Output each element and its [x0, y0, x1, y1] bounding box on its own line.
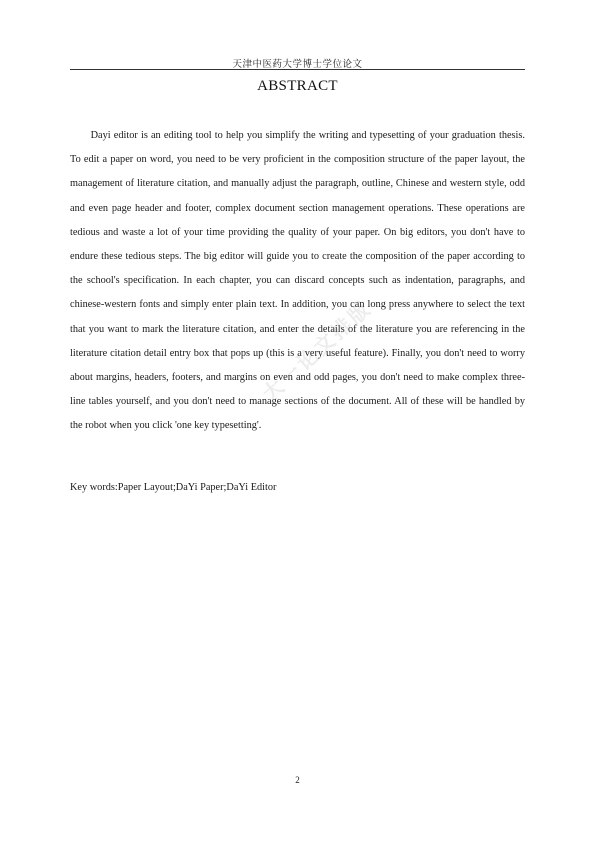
abstract-title: ABSTRACT [257, 78, 338, 94]
page-number: 2 [295, 775, 300, 785]
abstract-body: Dayi editor is an editing tool to help you simplify the writing and typesetting of your graduation thesis. To edit a paper on word, you need to be very proficient in the composition structure of the paper layout, the management of literature citation, and manually adjust the paragraph, outline, Chinese and western style, odd and even page header and footer, complex document section management operations. These operations are tedious and waste a lot of your time providing the quality of your paper. On big editors, you don't have to endure these tedious steps. The big editor will guide you to create the composition of the paper according to the school's specification. In each chapter, you can discard concepts such as indentation, paragraphs, and chinese-western fonts and simply enter plain text. In addition, you can long press anywhere to select the text that you want to mark the literature citation, and enter the details of the literature you are referencing in the literature citation detail entry box that pops up (this is a very useful feature). Finally, you don't need to worry about margins, headers, footers, and margins on even and odd pages, you don't need to make complex three-line tables yourself, and you don't need to manage sections of the document. All of these will be handled by the robot when you click 'one key typesetting'. [70, 130, 525, 432]
keywords-line: Key words:Paper Layout;DaYi Paper;DaYi Editor [70, 482, 277, 493]
running-header: 天津中医药大学博士学位论文 [232, 60, 363, 70]
header-divider [70, 69, 525, 70]
watermark: 大一论文排版 [257, 295, 377, 406]
